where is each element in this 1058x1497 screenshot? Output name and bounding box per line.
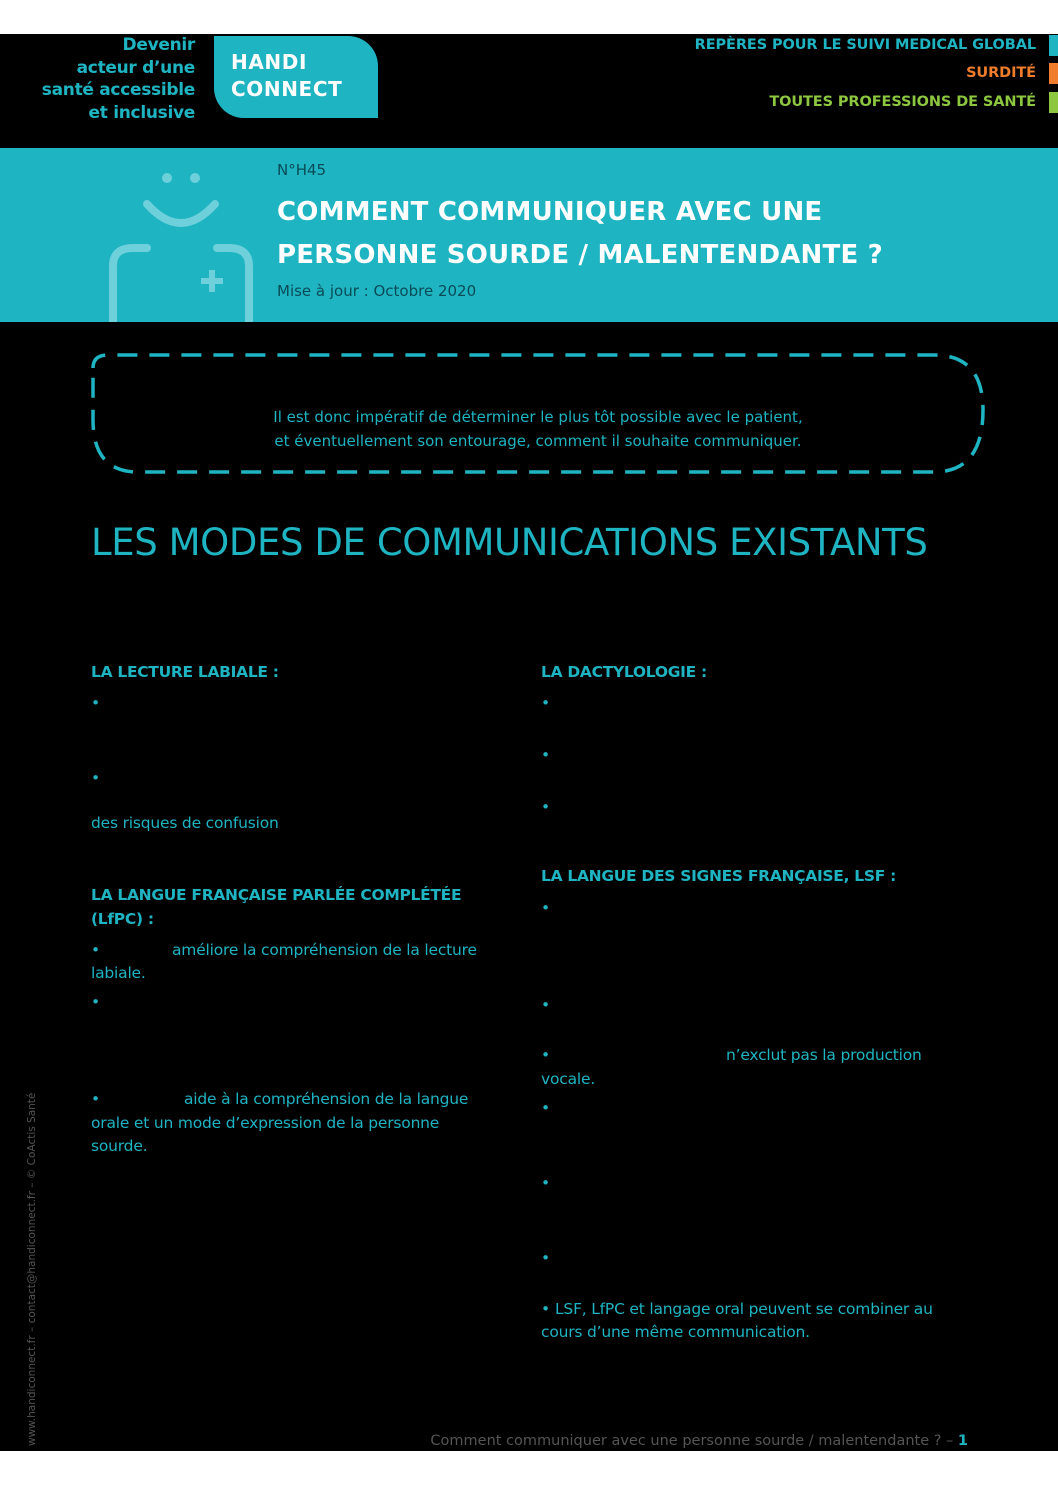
lfpc-text: aide à la compréhension de la langue [184,1090,469,1108]
logo-text-connect: CONNECT [231,77,343,101]
bullet: • [541,1300,551,1318]
health-professional-icon [95,148,295,322]
intro-line: Il est donc impératif de déterminer le plus tôt possible avec le patient, [273,408,803,426]
category-surdite: SURDITÉ [966,65,1036,81]
bullet: • [91,1090,101,1108]
lsf-text: LSF, LfPC et langage oral peuvent se combiner au [555,1300,933,1318]
page-number: 1 [957,1433,968,1449]
heading-dactylologie: LA DACTYLOLOGIE : [541,663,707,681]
category-professions: TOUTES PROFESSIONS DE SANTÉ [769,94,1036,110]
document-number: N°H45 [277,161,327,179]
page-title [277,191,997,277]
lfpc-text: orale et un mode d’expression de la personne [91,1114,440,1132]
section-title: LES MODES DE COMMUNICATIONS EXISTANTS [91,521,928,564]
heading-lfpc-abbr: (LfPC) : [91,910,154,928]
intro-line: et éventuellement son entourage, comment il souhaite communiquer. [274,432,802,450]
category-suivi-medical: REPÈRES POUR LE SUIVI MEDICAL GLOBAL [694,37,1036,53]
bullet: • [91,993,101,1011]
lecture-text: des risques de confusion [91,814,279,832]
heading-lsf: LA LANGUE DES SIGNES FRANÇAISE, LSF : [541,867,896,885]
footer-text: Comment communiquer avec une personne sourde / malentendante ? – [430,1433,954,1449]
lfpc-text: améliore la compréhension de la lecture [172,941,477,959]
tagline-line: et inclusive [88,102,195,123]
side-credit: www.handiconnect.fr – contact@handiconnect.fr – © CoActis Santé [26,1092,38,1446]
update-date: Mise à jour : Octobre 2020 [277,282,477,300]
category-color-bar [1049,63,1058,84]
bullet: • [541,746,551,764]
tagline [20,34,195,124]
tagline-line: santé accessible [41,80,195,100]
page-footer [430,1433,968,1449]
bullet: • [541,1099,551,1117]
bullet: • [541,1046,551,1064]
bullet: • [541,1249,551,1267]
bullet: • [91,769,101,787]
category-color-bar [1049,92,1058,113]
bullet: • [91,694,101,712]
category-color-bar [1049,35,1058,56]
lsf-text: vocale. [541,1070,596,1088]
bullet: • [541,798,551,816]
title-line: COMMENT COMMUNIQUER AVEC UNE [277,197,823,227]
bullet: • [541,996,551,1014]
title-line: PERSONNE SOURDE / MALENTENDANTE ? [277,240,883,270]
bullet: • [91,941,101,959]
handiconnect-logo[interactable] [214,36,378,118]
heading-lecture-labiale: LA LECTURE LABIALE : [91,663,279,681]
intro-text [90,405,986,453]
bullet: • [541,694,551,712]
tagline-line: acteur d’une [76,57,195,78]
lfpc-text: sourde. [91,1137,148,1155]
lsf-text: cours d’une même communication. [541,1323,810,1341]
tagline-line: Devenir [122,35,195,55]
lfpc-text: labiale. [91,964,146,982]
logo-text-handi: HANDI [231,50,307,74]
bullet: • [541,899,551,917]
bullet: • [541,1174,551,1192]
heading-lfpc: LA LANGUE FRANÇAISE PARLÉE COMPLÉTÉE [91,886,462,904]
lsf-text: n’exclut pas la production [726,1046,922,1064]
intro-box [90,352,986,476]
